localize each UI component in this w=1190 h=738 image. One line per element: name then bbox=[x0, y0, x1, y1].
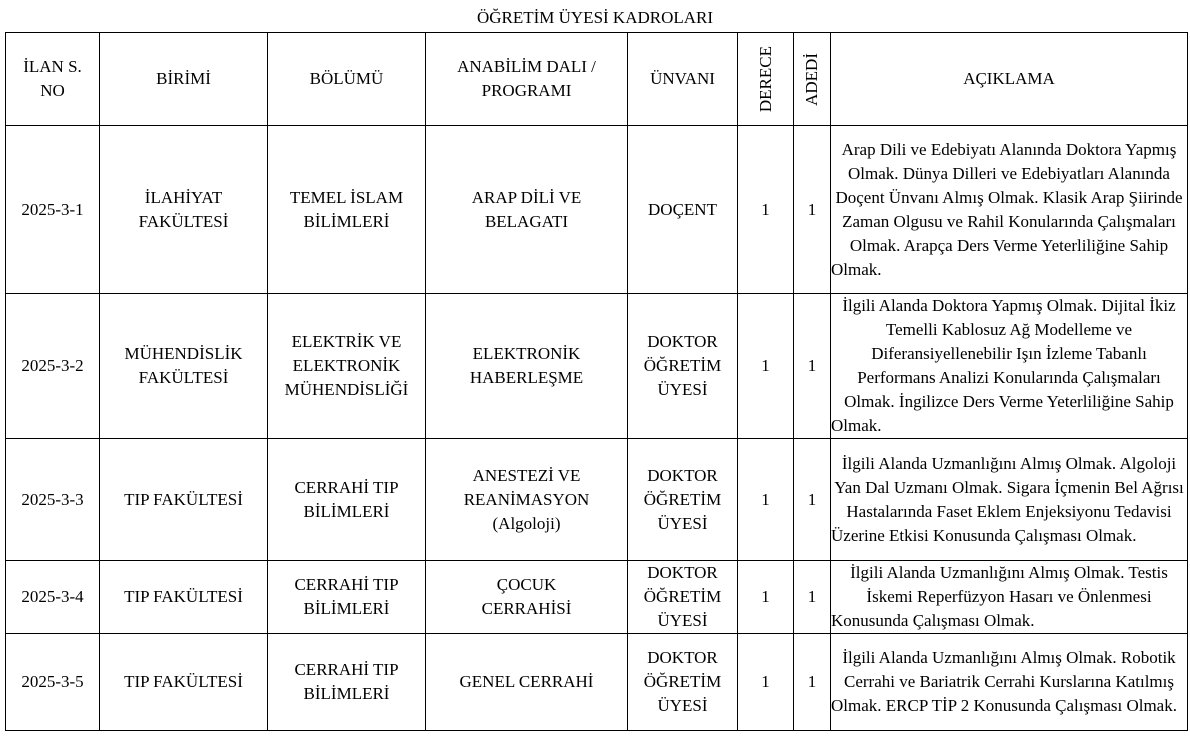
table-row bbox=[6, 439, 1188, 561]
cell-bolumu-line: CERRAHİ TIP bbox=[294, 575, 399, 594]
cell-birimi bbox=[100, 634, 268, 731]
cell-bolumu-line: MÜHENDİSLİĞİ bbox=[284, 380, 409, 399]
cell-aciklama: İlgili Alanda Doktora Yapmış Olmak. Dijital İkiz Temelli Kablosuz Ağ Modelleme ve Diferansiyellenebilir Işın İzleme Tabanlı Performans Analizi Konularında Çalışmaları Olmak. İngilizce Ders Verme Yeterliliğine Sahip Olmak. bbox=[831, 294, 1188, 439]
cell-bolumu bbox=[268, 294, 426, 439]
cell-bolumu-line: BİLİMLERİ bbox=[303, 599, 390, 618]
cell-anabilim-line: ELEKTRONİK bbox=[472, 344, 581, 363]
header-ilan-no bbox=[6, 33, 100, 126]
cell-anabilim-line: BELAGATI bbox=[484, 211, 569, 231]
cell-anabilim-line: HABERLEŞME bbox=[469, 368, 584, 387]
cell-derece: 1 bbox=[738, 634, 794, 731]
header-aciklama: AÇIKLAMA bbox=[831, 33, 1188, 126]
cell-bolumu-line: CERRAHİ TIP bbox=[294, 660, 399, 679]
cell-adedi: 1 bbox=[794, 126, 831, 294]
cell-bolumu-line: TEMEL İSLAM bbox=[289, 187, 404, 207]
cell-anabilim-line: ANESTEZİ VE bbox=[472, 465, 581, 485]
cell-adedi: 1 bbox=[794, 439, 831, 561]
table-row bbox=[6, 634, 1188, 731]
cell-adedi: 1 bbox=[794, 561, 831, 634]
header-birimi: BİRİMİ bbox=[100, 33, 268, 126]
cell-unvani-line: ÖĞRETİM bbox=[643, 672, 722, 691]
header-ilan-no-line: NO bbox=[40, 81, 65, 100]
cell-unvani bbox=[628, 561, 738, 634]
cell-adedi: 1 bbox=[794, 634, 831, 731]
cell-birimi-line: FAKÜLTESİ bbox=[138, 211, 229, 231]
cell-unvani bbox=[628, 294, 738, 439]
header-bolumu: BÖLÜMÜ bbox=[268, 33, 426, 126]
cell-adedi: 1 bbox=[794, 294, 831, 439]
cell-unvani-line: DOKTOR bbox=[647, 332, 718, 351]
cell-derece: 1 bbox=[738, 439, 794, 561]
cell-ilan-no: 2025-3-4 bbox=[6, 561, 100, 634]
cell-birimi bbox=[100, 294, 268, 439]
cell-bolumu-line: CERRAHİ TIP bbox=[294, 477, 399, 497]
cell-unvani-line: ÜYESİ bbox=[657, 696, 708, 715]
cell-aciklama: İlgili Alanda Uzmanlığını Almış Olmak. Robotik Cerrahi ve Bariatrik Cerrahi Kurslarına Katılmış Olmak. ERCP TİP 2 Konusunda Çalışması Olmak. bbox=[831, 634, 1188, 731]
cell-anabilim-line: GENEL CERRAHİ bbox=[459, 672, 594, 691]
cell-anabilim-line: CERRAHİSİ bbox=[481, 599, 572, 618]
cell-anabilim bbox=[426, 634, 628, 731]
cell-ilan-no: 2025-3-2 bbox=[6, 294, 100, 439]
table-row bbox=[6, 561, 1188, 634]
header-derece bbox=[738, 33, 794, 126]
cell-unvani-line: ÜYESİ bbox=[657, 611, 708, 630]
cell-bolumu-line: ELEKTRONİK bbox=[292, 356, 401, 375]
cell-derece: 1 bbox=[738, 126, 794, 294]
cell-unvani-line: ÖĞRETİM bbox=[643, 587, 722, 606]
header-adedi bbox=[794, 33, 831, 126]
cell-aciklama: İlgili Alanda Uzmanlığını Almış Olmak. Testis İskemi Reperfüzyon Hasarı ve Önlenmesi Konusunda Çalışması Olmak. bbox=[831, 561, 1188, 634]
cell-bolumu bbox=[268, 634, 426, 731]
header-anabilim-line: PROGRAMI bbox=[481, 81, 572, 100]
cell-birimi-line: İLAHİYAT bbox=[144, 187, 223, 207]
cell-bolumu bbox=[268, 126, 426, 294]
header-row bbox=[6, 33, 1188, 126]
cell-birimi bbox=[100, 561, 268, 634]
cell-unvani-line: DOKTOR bbox=[647, 648, 718, 667]
cell-unvani-line: ÖĞRETİM bbox=[643, 356, 722, 375]
cell-birimi-line: MÜHENDİSLİK bbox=[124, 344, 243, 363]
cell-birimi bbox=[100, 126, 268, 294]
cell-anabilim bbox=[426, 126, 628, 294]
cell-unvani bbox=[628, 634, 738, 731]
cell-aciklama: Arap Dili ve Edebiyatı Alanında Doktora Yapmış Olmak. Dünya Dilleri ve Edebiyatları Alanında Doçent Ünvanı Almış Olmak. Klasik Arap Şiirinde Zaman Olgusu ve Rahil Konularında Çalışmaları Olmak. Arapça Ders Verme Yeterliliğine Sahip Olmak. bbox=[831, 126, 1188, 294]
cell-aciklama: İlgili Alanda Uzmanlığını Almış Olmak. Algoloji Yan Dal Uzmanı Olmak. Sigara İçmenin Bel Ağrısı Hastalarında Faset Eklem Enjeksiyonu Tedavisi Üzerine Etkisi Konusunda Çalışması Olmak. bbox=[831, 439, 1188, 561]
cell-birimi-line: TIP FAKÜLTESİ bbox=[124, 587, 243, 606]
table-row bbox=[6, 294, 1188, 439]
cell-ilan-no: 2025-3-1 bbox=[6, 126, 100, 294]
cell-unvani-line: ÖĞRETİM bbox=[643, 489, 722, 509]
header-anabilim bbox=[426, 33, 628, 126]
cell-ilan-no: 2025-3-5 bbox=[6, 634, 100, 731]
cell-bolumu bbox=[268, 439, 426, 561]
cell-anabilim bbox=[426, 439, 628, 561]
faculty-positions-table bbox=[5, 32, 1188, 731]
cell-unvani-line: DOKTOR bbox=[647, 563, 718, 582]
cell-unvani-line: ÜYESİ bbox=[657, 513, 708, 533]
cell-birimi-line: FAKÜLTESİ bbox=[138, 368, 229, 387]
cell-derece: 1 bbox=[738, 561, 794, 634]
cell-anabilim bbox=[426, 561, 628, 634]
header-unvani: ÜNVANI bbox=[628, 33, 738, 126]
cell-anabilim-line: (Algoloji) bbox=[492, 513, 561, 533]
cell-bolumu-line: ELEKTRİK VE bbox=[291, 332, 402, 351]
cell-bolumu bbox=[268, 561, 426, 634]
cell-birimi-line: TIP FAKÜLTESİ bbox=[124, 489, 243, 509]
cell-bolumu-line: BİLİMLERİ bbox=[303, 684, 390, 703]
cell-anabilim-line: ÇOCUK bbox=[496, 575, 557, 594]
header-anabilim-line: ANABİLİM DALI / bbox=[457, 57, 596, 76]
cell-anabilim-line: REANİMASYON bbox=[463, 489, 590, 509]
cell-bolumu-line: BİLİMLERİ bbox=[303, 501, 390, 521]
cell-anabilim-line: ARAP DİLİ VE bbox=[471, 187, 582, 207]
header-derece-label: DERECE bbox=[755, 45, 775, 113]
cell-unvani-line: DOKTOR bbox=[647, 465, 718, 485]
header-ilan-no-line: İLAN S. bbox=[23, 57, 82, 76]
cell-ilan-no: 2025-3-3 bbox=[6, 439, 100, 561]
cell-unvani-line: ÜYESİ bbox=[657, 380, 708, 399]
table-row bbox=[6, 126, 1188, 294]
cell-unvani-line: DOÇENT bbox=[648, 199, 717, 219]
cell-unvani bbox=[628, 439, 738, 561]
cell-bolumu-line: BİLİMLERİ bbox=[303, 211, 390, 231]
cell-birimi bbox=[100, 439, 268, 561]
cell-anabilim bbox=[426, 294, 628, 439]
header-adedi-label: ADEDİ bbox=[802, 52, 821, 106]
cell-derece: 1 bbox=[738, 294, 794, 439]
cell-birimi-line: TIP FAKÜLTESİ bbox=[124, 672, 243, 691]
page-title: ÖĞRETİM ÜYESİ KADROLARI bbox=[476, 8, 714, 27]
cell-unvani bbox=[628, 126, 738, 294]
